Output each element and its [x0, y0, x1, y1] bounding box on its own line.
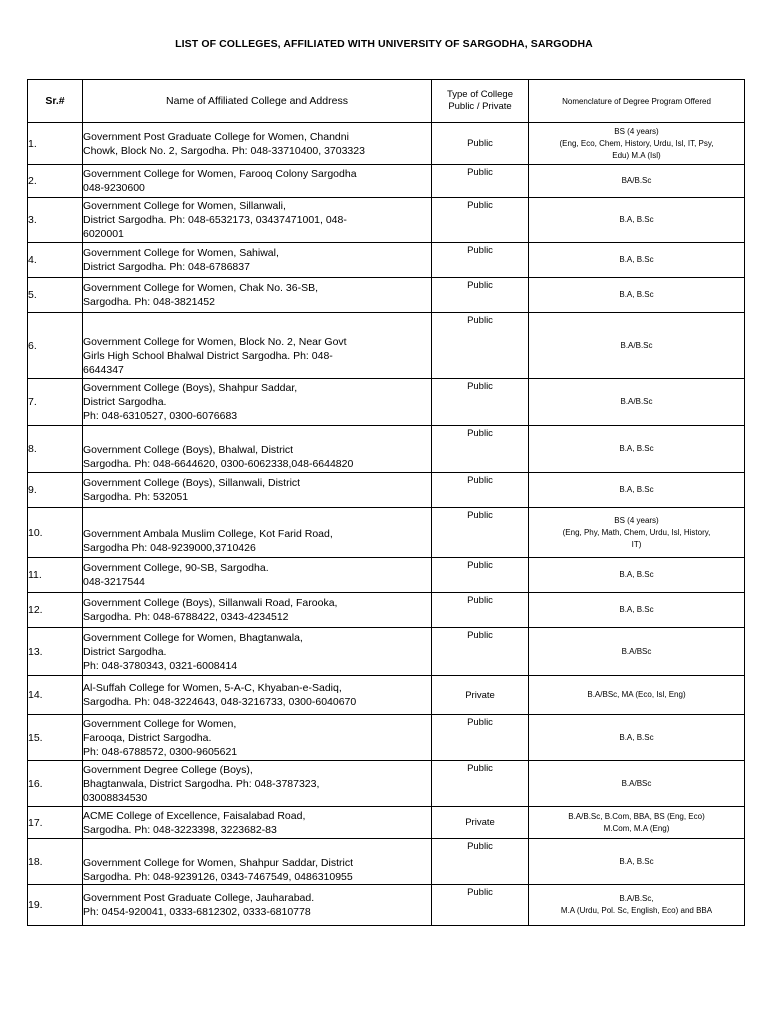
header-name: Name of Affiliated College and Address: [83, 80, 432, 123]
table-row: [28, 628, 745, 676]
row-serial: 3.: [28, 198, 83, 243]
row-college-type: Private: [432, 807, 529, 839]
row-college-name: Government College, 90-SB, Sargodha. 048-3217544: [83, 558, 432, 593]
table-row: [28, 761, 745, 807]
header-row: [28, 80, 745, 123]
header-sr: Sr.#: [28, 80, 83, 123]
row-college-type: Public: [432, 165, 529, 198]
table-row: [28, 839, 745, 885]
header-type-label: Type of College Public / Private: [446, 89, 513, 112]
row-programs: B.A, B.Sc: [529, 839, 745, 885]
row-serial: 19.: [28, 885, 83, 926]
colleges-table: [27, 79, 745, 926]
row-programs: B.A, B.Sc: [529, 243, 745, 278]
row-college-name: Government Post Graduate College for Women, Chandni Chowk, Block No. 2, Sargodha. Ph: 048-33710400, 3703323: [83, 123, 432, 165]
row-college-type: Public: [432, 243, 529, 278]
header-type: [432, 80, 529, 123]
row-college-name: ACME College of Excellence, Faisalabad Road, Sargodha. Ph: 048-3223398, 3223682-83: [83, 807, 432, 839]
table-row: [28, 379, 745, 426]
row-programs: B.A, B.Sc: [529, 558, 745, 593]
row-college-name: Government College for Women, Farooqa, District Sargodha. Ph: 048-6788572, 0300-9605621: [83, 715, 432, 761]
row-college-name: Government College (Boys), Sillanwali, District Sargodha. Ph: 532051: [83, 473, 432, 508]
row-programs: BA/B.Sc: [529, 165, 745, 198]
row-college-type: Public: [432, 715, 529, 761]
row-college-type: Public: [432, 426, 529, 473]
row-serial: 14.: [28, 676, 83, 715]
row-college-type: Public: [432, 628, 529, 676]
row-college-type: Public: [432, 761, 529, 807]
row-college-name: Government Post Graduate College, Jauharabad. Ph: 0454-920041, 0333-6812302, 0333-6810778: [83, 885, 432, 926]
row-college-type: Public: [432, 839, 529, 885]
row-programs: B.A/B.Sc, B.Com, BBA, BS (Eng, Eco) M.Com, M.A (Eng): [529, 807, 745, 839]
row-college-name: Government College for Women, Sillanwali, District Sargodha. Ph: 048-6532173, 03437471001, 048- 6020001: [83, 198, 432, 243]
row-programs: B.A, B.Sc: [529, 593, 745, 628]
row-college-name: Government Degree College (Boys), Bhagtanwala, District Sargodha. Ph: 048-3787323, 03008834530: [83, 761, 432, 807]
row-college-type: Public: [432, 593, 529, 628]
row-college-type: Public: [432, 278, 529, 313]
table-row: [28, 313, 745, 379]
table-row: [28, 885, 745, 926]
row-programs: B.A, B.Sc: [529, 198, 745, 243]
row-serial: 13.: [28, 628, 83, 676]
row-college-type: Public: [432, 313, 529, 379]
row-college-type: Public: [432, 885, 529, 926]
row-serial: 12.: [28, 593, 83, 628]
row-serial: 4.: [28, 243, 83, 278]
row-serial: 16.: [28, 761, 83, 807]
row-college-type: Public: [432, 508, 529, 558]
table-row: [28, 123, 745, 165]
table-row: [28, 198, 745, 243]
row-college-name: Government College for Women, Bhagtanwala, District Sargodha. Ph: 048-3780343, 0321-6008414: [83, 628, 432, 676]
row-serial: 10.: [28, 508, 83, 558]
row-serial: 7.: [28, 379, 83, 426]
header-program: Nomenclature of Degree Program Offered: [529, 80, 745, 123]
row-programs: B.A/BSc: [529, 628, 745, 676]
row-programs: B.A, B.Sc: [529, 473, 745, 508]
row-college-name: Government College for Women, Chak No. 36-SB, Sargodha. Ph: 048-3821452: [83, 278, 432, 313]
row-college-type: Public: [432, 198, 529, 243]
table-row: [28, 807, 745, 839]
row-serial: 2.: [28, 165, 83, 198]
table-row: [28, 278, 745, 313]
table-row: [28, 676, 745, 715]
row-programs: B.A, B.Sc: [529, 278, 745, 313]
row-college-name: Government College for Women, Shahpur Saddar, District Sargodha. Ph: 048-9239126, 0343-7467549, 0486310955: [83, 839, 432, 885]
row-serial: 17.: [28, 807, 83, 839]
row-serial: 15.: [28, 715, 83, 761]
row-programs: B.A, B.Sc: [529, 715, 745, 761]
row-programs: B.A, B.Sc: [529, 426, 745, 473]
row-college-type: Public: [432, 379, 529, 426]
row-serial: 8.: [28, 426, 83, 473]
row-programs: B.A/B.Sc, M.A (Urdu, Pol. Sc, English, Eco) and BBA: [529, 885, 745, 926]
table-row: [28, 508, 745, 558]
row-college-type: Public: [432, 558, 529, 593]
row-college-name: Government College (Boys), Sillanwali Road, Farooka, Sargodha. Ph: 048-6788422, 0343-4234512: [83, 593, 432, 628]
row-serial: 18.: [28, 839, 83, 885]
row-programs: B.A/BSc: [529, 761, 745, 807]
table-row: [28, 426, 745, 473]
row-programs: B.A/B.Sc: [529, 379, 745, 426]
row-college-type: Private: [432, 676, 529, 715]
row-college-name: Government College (Boys), Bhalwal, District Sargodha. Ph: 048-6644620, 0300-6062338,048-6644820: [83, 426, 432, 473]
row-programs: B.A/B.Sc: [529, 313, 745, 379]
row-college-name: Government College (Boys), Shahpur Saddar, District Sargodha. Ph: 048-6310527, 0300-6076683: [83, 379, 432, 426]
row-serial: 11.: [28, 558, 83, 593]
row-college-name: Government College for Women, Farooq Colony Sargodha 048-9230600: [83, 165, 432, 198]
table-row: [28, 165, 745, 198]
table-row: [28, 593, 745, 628]
document-title: LIST OF COLLEGES, AFFILIATED WITH UNIVERSITY OF SARGODHA, SARGODHA: [175, 38, 593, 50]
row-college-type: Public: [432, 123, 529, 165]
row-college-name: Government College for Women, Sahiwal, District Sargodha. Ph: 048-6786837: [83, 243, 432, 278]
row-programs: BS (4 years) (Eng, Eco, Chem, History, Urdu, Isl, IT, Psy, Edu) M.A (Isl): [529, 123, 745, 165]
row-programs: BS (4 years) (Eng, Phy, Math, Chem, Urdu, Isl, History, IT): [529, 508, 745, 558]
row-programs: B.A/BSc, MA (Eco, Isl, Eng): [529, 676, 745, 715]
table-row: [28, 558, 745, 593]
row-serial: 9.: [28, 473, 83, 508]
table-row: [28, 473, 745, 508]
table-row: [28, 715, 745, 761]
row-college-name: Government Ambala Muslim College, Kot Farid Road, Sargodha Ph: 048-9239000,3710426: [83, 508, 432, 558]
row-college-type: Public: [432, 473, 529, 508]
table-row: [28, 243, 745, 278]
row-college-name: Al-Suffah College for Women, 5-A-C, Khyaban-e-Sadiq, Sargodha. Ph: 048-3224643, 048-3216733, 0300-6040670: [83, 676, 432, 715]
row-serial: 5.: [28, 278, 83, 313]
row-serial: 6.: [28, 313, 83, 379]
row-serial: 1.: [28, 123, 83, 165]
row-college-name: Government College for Women, Block No. 2, Near Govt Girls High School Bhalwal District Sargodha. Ph: 048- 6644347: [83, 313, 432, 379]
